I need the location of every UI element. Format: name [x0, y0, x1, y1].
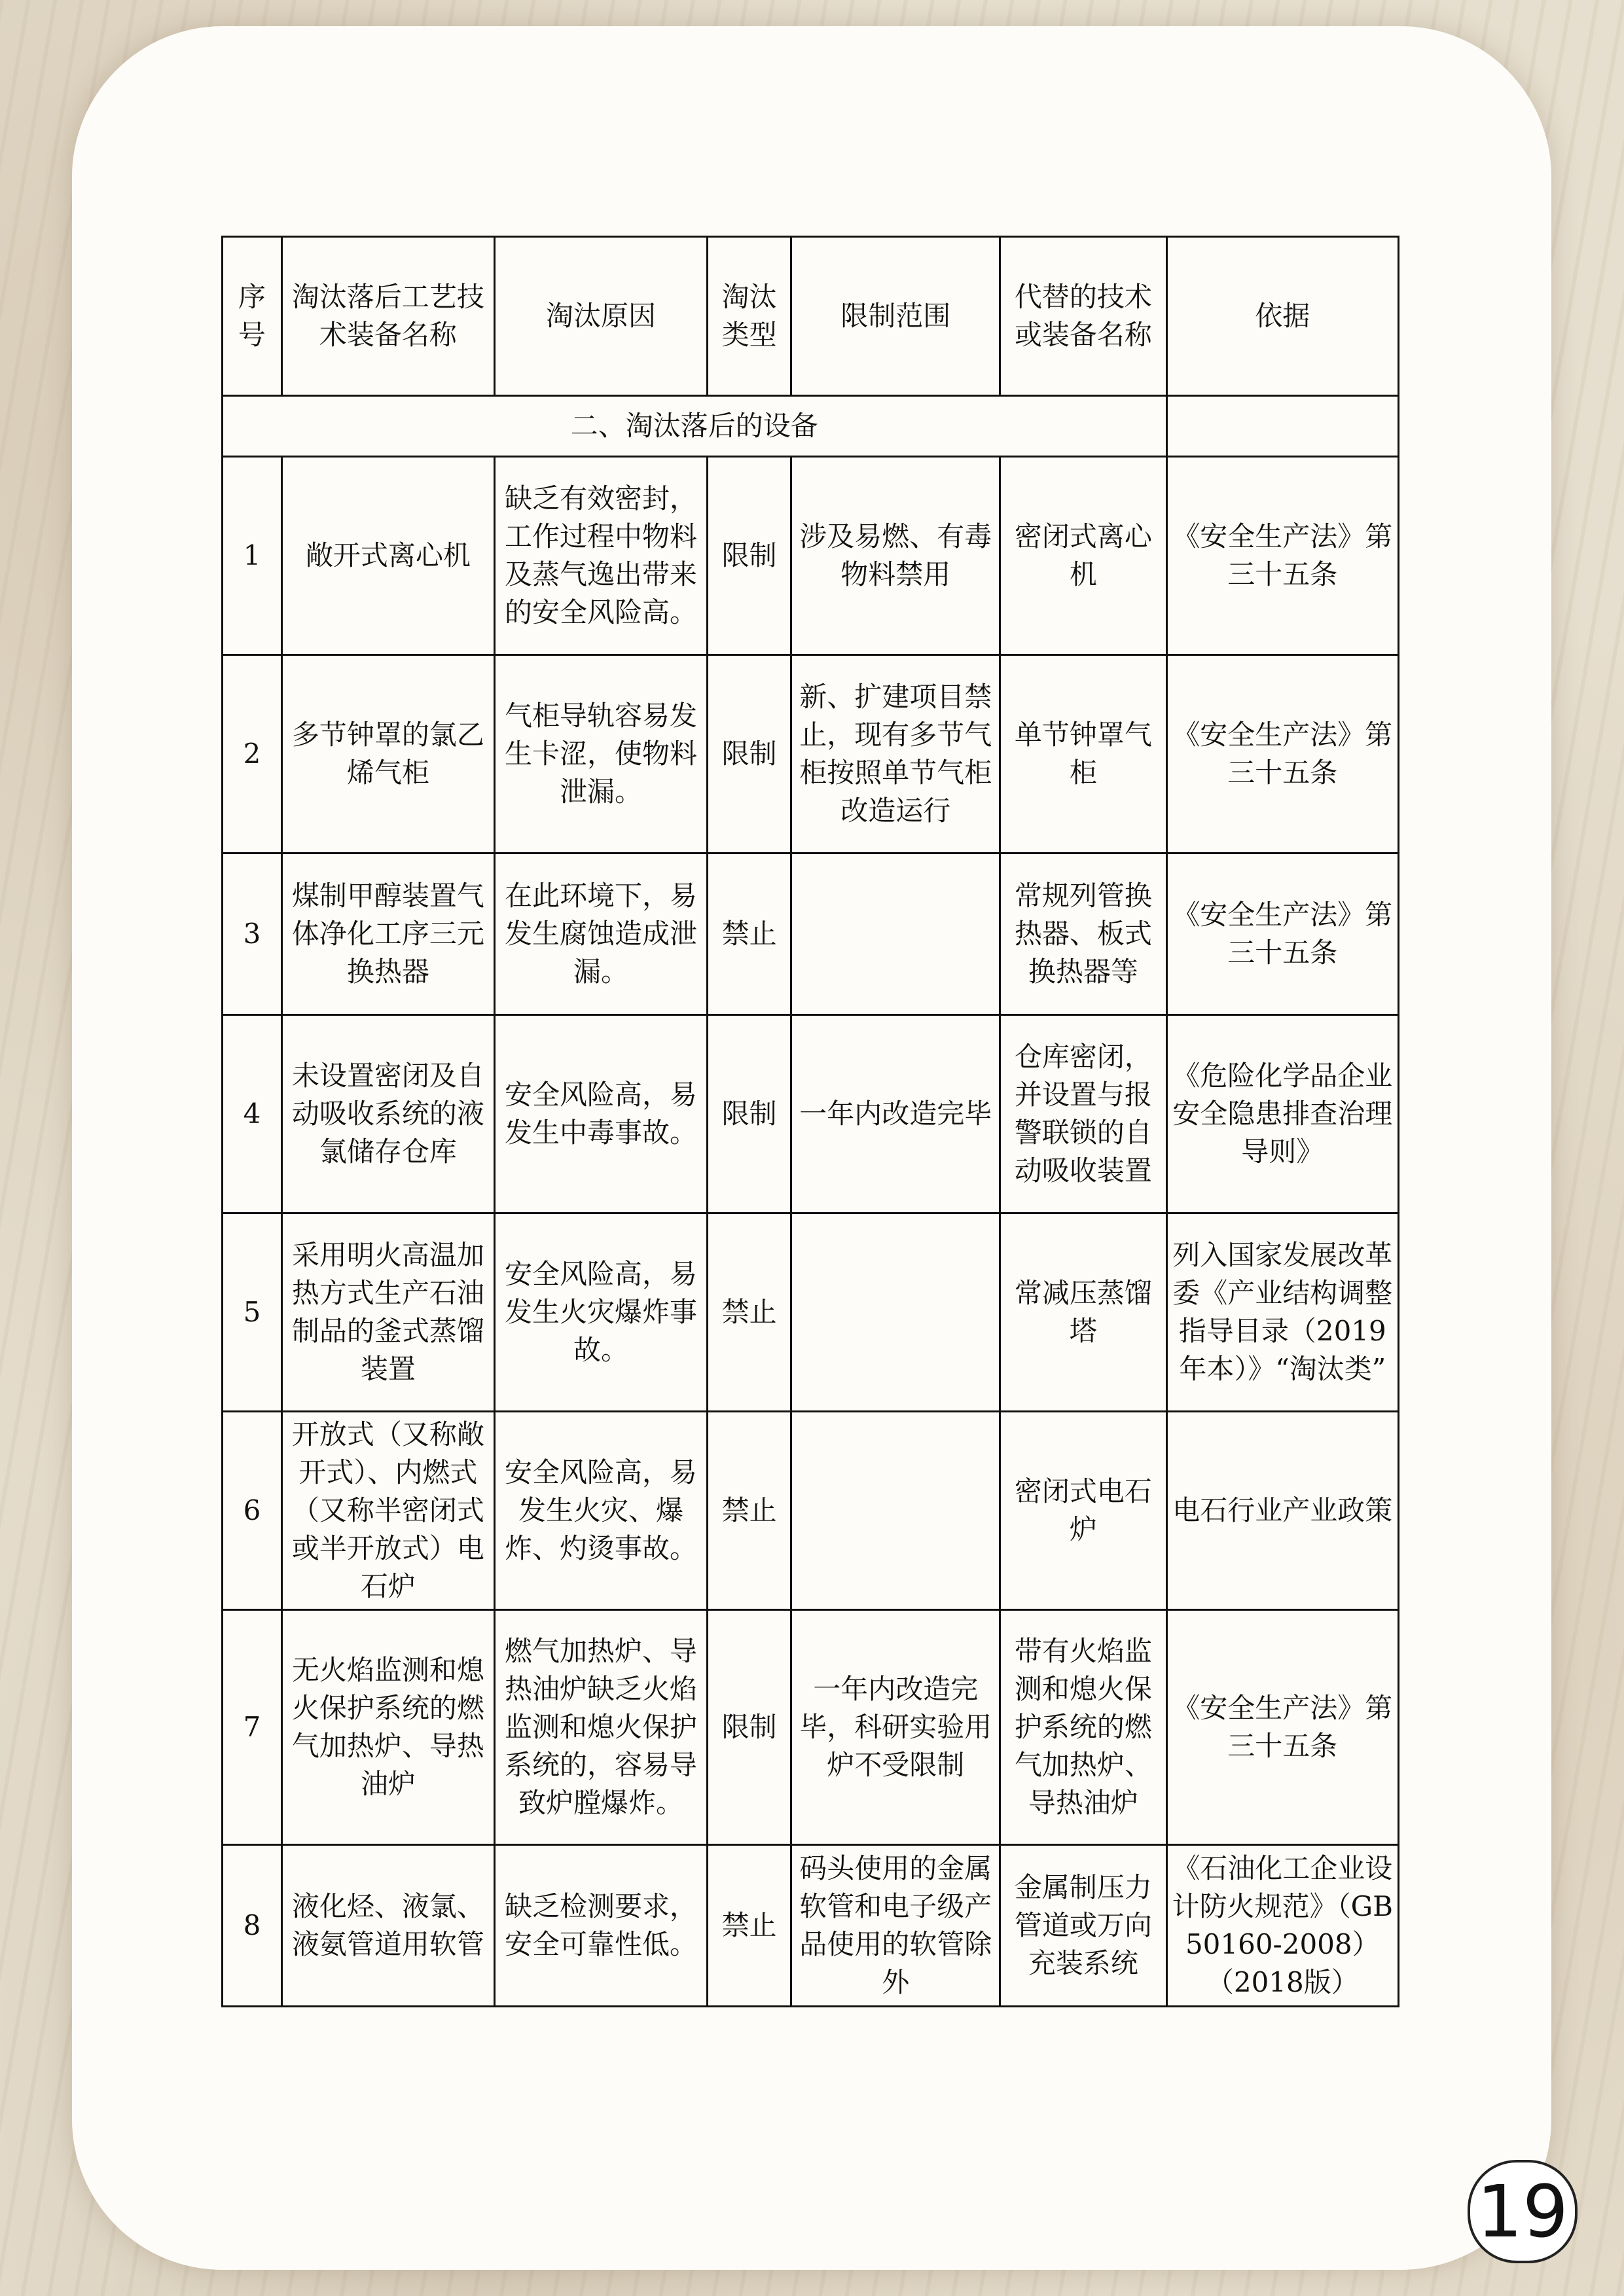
- equipment-table: [221, 236, 1399, 2007]
- cell-replacement: 带有火焰监测和熄火保护系统的燃气加热炉、导热油炉: [1000, 1610, 1166, 1845]
- header-scope: 限制范围: [791, 237, 1000, 396]
- cell-scope: 码头使用的金属软管和电子级产品使用的软管除外: [791, 1845, 1000, 2007]
- cell-reason: 燃气加热炉、导热油炉缺乏火焰监测和熄火保护系统的，容易导致炉膛爆炸。: [494, 1610, 707, 1845]
- cell-type: 限制: [707, 1015, 791, 1213]
- table-row: [223, 1213, 1399, 1412]
- cell-replacement: 密闭式离心机: [1000, 457, 1166, 655]
- cell-reason: 在此环境下，易发生腐蚀造成泄漏。: [494, 853, 707, 1015]
- section-title: 二、淘汰落后的设备: [223, 396, 1167, 457]
- cell-type: 限制: [707, 655, 791, 853]
- cell-seq: 2: [223, 655, 282, 853]
- cell-name: 多节钟罩的氯乙烯气柜: [281, 655, 494, 853]
- cell-basis: 《安全生产法》第三十五条: [1166, 457, 1398, 655]
- cell-replacement: 密闭式电石炉: [1000, 1412, 1166, 1610]
- header-name: 淘汰落后工艺技术装备名称: [281, 237, 494, 396]
- cell-name: 采用明火高温加热方式生产石油制品的釜式蒸馏装置: [281, 1213, 494, 1412]
- cell-basis: 电石行业产业政策: [1166, 1412, 1398, 1610]
- table-row: [223, 1845, 1399, 2007]
- cell-replacement: 单节钟罩气柜: [1000, 655, 1166, 853]
- section-empty-cell: [1166, 396, 1398, 457]
- cell-replacement: 常减压蒸馏塔: [1000, 1213, 1166, 1412]
- table-row: [223, 853, 1399, 1015]
- cell-replacement: 仓库密闭，并设置与报警联锁的自动吸收装置: [1000, 1015, 1166, 1213]
- header-reason: 淘汰原因: [494, 237, 707, 396]
- cell-scope: 新、扩建项目禁止，现有多节气柜按照单节气柜改造运行: [791, 655, 1000, 853]
- header-replacement: 代替的技术或装备名称: [1000, 237, 1166, 396]
- cell-seq: 8: [223, 1845, 282, 2007]
- header-basis: 依据: [1166, 237, 1398, 396]
- cell-type: 禁止: [707, 1213, 791, 1412]
- cell-type: 禁止: [707, 1412, 791, 1610]
- cell-basis: 《安全生产法》第三十五条: [1166, 655, 1398, 853]
- cell-reason: 气柜导轨容易发生卡涩，使物料泄漏。: [494, 655, 707, 853]
- cell-seq: 1: [223, 457, 282, 655]
- table-row: [223, 1610, 1399, 1845]
- table-row: [223, 1412, 1399, 1610]
- cell-reason: 安全风险高，易发生中毒事故。: [494, 1015, 707, 1213]
- cell-name: 无火焰监测和熄火保护系统的燃气加热炉、导热油炉: [281, 1610, 494, 1845]
- cell-scope: 一年内改造完毕: [791, 1015, 1000, 1213]
- cell-basis: 《安全生产法》第三十五条: [1166, 1610, 1398, 1845]
- cell-name: 开放式（又称敞开式）、内燃式（又称半密闭式或半开放式）电石炉: [281, 1412, 494, 1610]
- table-row: [223, 1015, 1399, 1213]
- cell-type: 限制: [707, 457, 791, 655]
- cell-scope: [791, 1213, 1000, 1412]
- cell-name: 未设置密闭及自动吸收系统的液氯储存仓库: [281, 1015, 494, 1213]
- cell-seq: 7: [223, 1610, 282, 1845]
- page-number: 19: [1468, 2160, 1578, 2263]
- cell-basis: 《石油化工企业设计防火规范》（GB50160-2008）（2018版）: [1166, 1845, 1398, 2007]
- header-seq: 序号: [223, 237, 282, 396]
- table-row: [223, 655, 1399, 853]
- cell-seq: 4: [223, 1015, 282, 1213]
- cell-basis: 列入国家发展改革委《产业结构调整指导目录（2019 年本）》“淘汰类”: [1166, 1213, 1398, 1412]
- cell-reason: 安全风险高，易发生火灾爆炸事故。: [494, 1213, 707, 1412]
- table-row: [223, 457, 1399, 655]
- cell-basis: 《危险化学品企业安全隐患排查治理导则》: [1166, 1015, 1398, 1213]
- cell-basis: 《安全生产法》第三十五条: [1166, 853, 1398, 1015]
- section-row: [223, 396, 1399, 457]
- cell-reason: 缺乏有效密封，工作过程中物料及蒸气逸出带来的安全风险高。: [494, 457, 707, 655]
- cell-scope: [791, 853, 1000, 1015]
- cell-seq: 6: [223, 1412, 282, 1610]
- cell-seq: 5: [223, 1213, 282, 1412]
- cell-type: 限制: [707, 1610, 791, 1845]
- header-type: 淘汰类型: [707, 237, 791, 396]
- cell-scope: 一年内改造完毕，科研实验用炉不受限制: [791, 1610, 1000, 1845]
- table-header-row: [223, 237, 1399, 396]
- cell-type: 禁止: [707, 1845, 791, 2007]
- cell-scope: [791, 1412, 1000, 1610]
- cell-reason: 安全风险高，易发生火灾、爆炸、灼烫事故。: [494, 1412, 707, 1610]
- cell-replacement: 常规列管换热器、板式换热器等: [1000, 853, 1166, 1015]
- cell-name: 煤制甲醇装置气体净化工序三元换热器: [281, 853, 494, 1015]
- cell-name: 液化烃、液氯、液氨管道用软管: [281, 1845, 494, 2007]
- cell-type: 禁止: [707, 853, 791, 1015]
- cell-replacement: 金属制压力管道或万向充装系统: [1000, 1845, 1166, 2007]
- cell-name: 敞开式离心机: [281, 457, 494, 655]
- cell-scope: 涉及易燃、有毒物料禁用: [791, 457, 1000, 655]
- cell-seq: 3: [223, 853, 282, 1015]
- cell-reason: 缺乏检测要求，安全可靠性低。: [494, 1845, 707, 2007]
